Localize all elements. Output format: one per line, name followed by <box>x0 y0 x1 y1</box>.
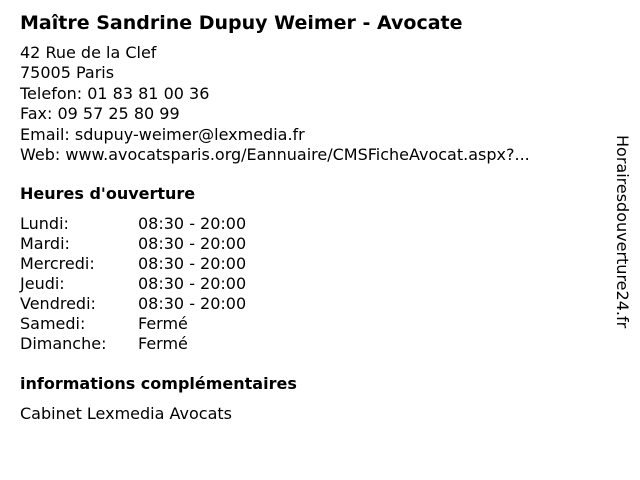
contact-block <box>20 43 530 165</box>
watermark <box>612 135 632 345</box>
phone-number: Telefon: 01 83 81 00 36 <box>20 83 210 103</box>
hours-time: 08:30 - 20:00 <box>138 234 247 253</box>
fax-number: Fax: 09 57 25 80 99 <box>20 104 180 124</box>
info-heading: informations complémentaires <box>20 374 297 393</box>
hours-day: Mardi: <box>20 234 70 253</box>
info-text: Cabinet Lexmedia Avocats <box>20 404 232 423</box>
address-city: 75005 Paris <box>20 63 115 83</box>
hours-day: Vendredi: <box>20 294 96 313</box>
email-address: Email: sdupuy-weimer@lexmedia.fr <box>20 124 305 144</box>
hours-day: Lundi: <box>20 214 69 233</box>
page-title: Maître Sandrine Dupuy Weimer - Avocate <box>20 12 463 34</box>
hours-heading: Heures d'ouverture <box>20 184 196 203</box>
hours-time: Fermé <box>138 334 188 353</box>
address-street: 42 Rue de la Clef <box>20 43 157 62</box>
hours-time: 08:30 - 20:00 <box>138 254 247 273</box>
hours-time: 08:30 - 20:00 <box>138 214 247 233</box>
hours-day: Jeudi: <box>20 274 65 293</box>
hours-day: Samedi: <box>20 314 86 333</box>
watermark-text: Horairesdouverture24.fr <box>613 135 632 329</box>
hours-time: Fermé <box>138 314 188 333</box>
hours-day: Mercredi: <box>20 254 95 273</box>
hours-time: 08:30 - 20:00 <box>138 274 247 293</box>
hours-day: Dimanche: <box>20 334 107 353</box>
hours-time: 08:30 - 20:00 <box>138 294 247 313</box>
website-link[interactable]: Web: www.avocatsparis.org/Eannuaire/CMSFicheAvocat.aspx?... <box>20 144 530 164</box>
